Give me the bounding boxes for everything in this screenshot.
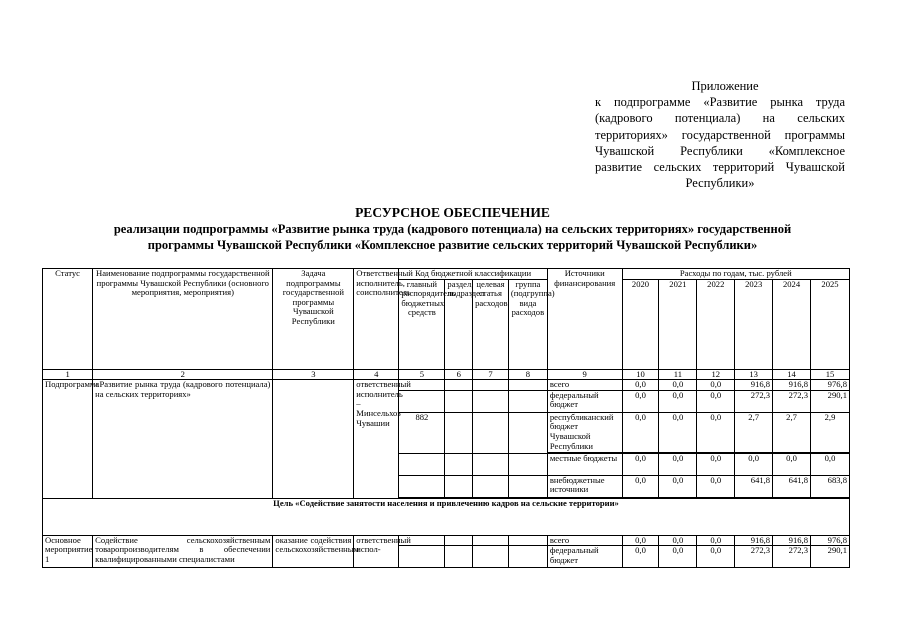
col-number: 13 — [735, 369, 773, 380]
value-cell: 290,1 — [811, 390, 850, 412]
header-status: Статус — [43, 269, 93, 370]
goal-row — [43, 498, 850, 535]
col-number: 15 — [811, 369, 850, 380]
goal-text: Цель «Содействие занятости населения и привлечению кадров на сельские территории» — [43, 498, 850, 535]
value-cell: 0,0 — [622, 475, 659, 497]
source-cell: местные бюджеты — [547, 453, 622, 475]
value-cell: 0,0 — [622, 535, 659, 546]
value-cell: 916,8 — [735, 535, 773, 546]
value-cell: 2,7 — [773, 412, 811, 452]
value-cell: 272,3 — [735, 390, 773, 412]
subprogram-status: Подпрограмма — [43, 380, 93, 499]
header-grbs: главный распорядитель бюджетных средств — [399, 279, 445, 369]
col-number: 1 — [43, 369, 93, 380]
document-title: РЕСУРСНОЕ ОБЕСПЕЧЕНИЕ — [355, 205, 550, 220]
header-year: 2020 — [622, 279, 659, 369]
value-cell: 272,3 — [773, 546, 811, 568]
col-number: 9 — [547, 369, 622, 380]
header-name: Наименование подпрограммы государственной программы Чувашской Республики (основного мероприятия, мероприятия) — [93, 269, 273, 370]
value-cell: 272,3 — [773, 390, 811, 412]
header-group: группа (подгруппа) вида расходов — [508, 279, 547, 369]
value-cell: 290,1 — [811, 546, 850, 568]
value-cell: 0,0 — [622, 390, 659, 412]
header-year: 2022 — [697, 279, 735, 369]
header-task: Задача подпрограммы государственной программы Чувашской Республики — [273, 269, 354, 370]
col-number: 6 — [445, 369, 473, 380]
header-year: 2021 — [659, 279, 697, 369]
value-cell: 0,0 — [659, 546, 697, 568]
source-cell: всего — [547, 380, 622, 391]
table-row — [43, 535, 850, 546]
col-number: 14 — [773, 369, 811, 380]
value-cell: 683,8 — [811, 475, 850, 497]
col-number: 10 — [622, 369, 659, 380]
main-event-status: Основное мероприятие 1 — [43, 535, 93, 568]
col-number: 8 — [508, 369, 547, 380]
value-cell: 0,0 — [697, 535, 735, 546]
main-event-name: Содействие сельскохозяйственным товаропроизводителям в обеспечении квалифицированными специалистами — [93, 535, 273, 568]
main-event-task: оказание содействия сельскохозяйственным — [273, 535, 354, 568]
value-cell: 641,8 — [735, 475, 773, 497]
col-number: 4 — [354, 369, 399, 380]
header-executor: Ответственный исполнитель, соисполнитель — [354, 269, 399, 370]
value-cell: 0,0 — [697, 412, 735, 452]
value-cell: 916,8 — [773, 380, 811, 391]
source-cell: внебюджетные источники — [547, 475, 622, 497]
header-target: целевая статья расходов — [473, 279, 509, 369]
appendix-text: к подпрограмме «Развитие рынка труда (кадрового потенциала) на сельских территориях» государственной программы Чувашской Республики «Комплексное развитие сельских территорий Чувашской Республики» — [595, 95, 845, 191]
value-cell: 0,0 — [659, 390, 697, 412]
value-cell: 0,0 — [697, 546, 735, 568]
value-cell: 0,0 — [622, 453, 659, 475]
value-cell: 0,0 — [773, 453, 811, 475]
header-year: 2025 — [811, 279, 850, 369]
header-budget-code: Код бюджетной классификации — [399, 269, 547, 280]
value-cell: 0,0 — [697, 475, 735, 497]
col-number: 5 — [399, 369, 445, 380]
document-heading — [40, 204, 865, 253]
main-event-executor: ответственный испол- — [354, 535, 399, 568]
value-cell: 0,0 — [735, 453, 773, 475]
appendix-title: Приложение — [691, 79, 759, 93]
value-cell: 916,8 — [735, 380, 773, 391]
col-number: 2 — [93, 369, 273, 380]
value-cell: 976,8 — [811, 535, 850, 546]
subprogram-task — [273, 380, 354, 499]
value-cell: 0,0 — [622, 380, 659, 391]
subprogram-executor: ответственный исполнитель – Минсельхоз Чувашии — [354, 380, 399, 499]
value-cell: 272,3 — [735, 546, 773, 568]
value-cell: 0,0 — [697, 453, 735, 475]
value-cell: 2,9 — [811, 412, 850, 452]
value-cell: 916,8 — [773, 535, 811, 546]
column-number-row — [43, 369, 850, 380]
header-year: 2023 — [735, 279, 773, 369]
value-cell: 641,8 — [773, 475, 811, 497]
value-cell: 0,0 — [811, 453, 850, 475]
value-cell: 2,7 — [735, 412, 773, 452]
resource-table — [42, 268, 850, 568]
col-number: 11 — [659, 369, 697, 380]
col-number: 12 — [697, 369, 735, 380]
document-subtitle-line2: программы Чувашской Республики «Комплексное развитие сельских территорий Чувашской Республики» — [147, 238, 758, 252]
col-number: 7 — [473, 369, 509, 380]
col-number: 3 — [273, 369, 354, 380]
value-cell: 976,8 — [811, 380, 850, 391]
value-cell: 0,0 — [622, 412, 659, 452]
subprogram-name: «Развитие рынка труда (кадрового потенциала) на сельских территориях» — [93, 380, 273, 499]
value-cell: 0,0 — [622, 546, 659, 568]
value-cell: 0,0 — [659, 412, 697, 452]
value-cell: 0,0 — [659, 380, 697, 391]
value-cell: 0,0 — [697, 390, 735, 412]
source-cell: республиканский бюджет Чувашской Республики — [547, 412, 622, 452]
appendix-block — [595, 78, 845, 191]
value-cell: 0,0 — [659, 453, 697, 475]
source-cell: федеральный бюджет — [547, 546, 622, 568]
value-cell: 0,0 — [697, 380, 735, 391]
source-cell: федеральный бюджет — [547, 390, 622, 412]
value-cell: 0,0 — [659, 535, 697, 546]
table-row — [43, 380, 850, 391]
header-year: 2024 — [773, 279, 811, 369]
header-section: раздел, подраздел — [445, 279, 473, 369]
source-cell: всего — [547, 535, 622, 546]
document-subtitle-line1: реализации подпрограммы «Развитие рынка труда (кадрового потенциала) на сельских территориях» государственной — [113, 222, 792, 236]
grbs-value: 882 — [399, 412, 445, 453]
value-cell: 0,0 — [659, 475, 697, 497]
header-expenses: Расходы по годам, тыс. рублей — [622, 269, 849, 280]
header-sources: Источники финансирования — [547, 269, 622, 370]
